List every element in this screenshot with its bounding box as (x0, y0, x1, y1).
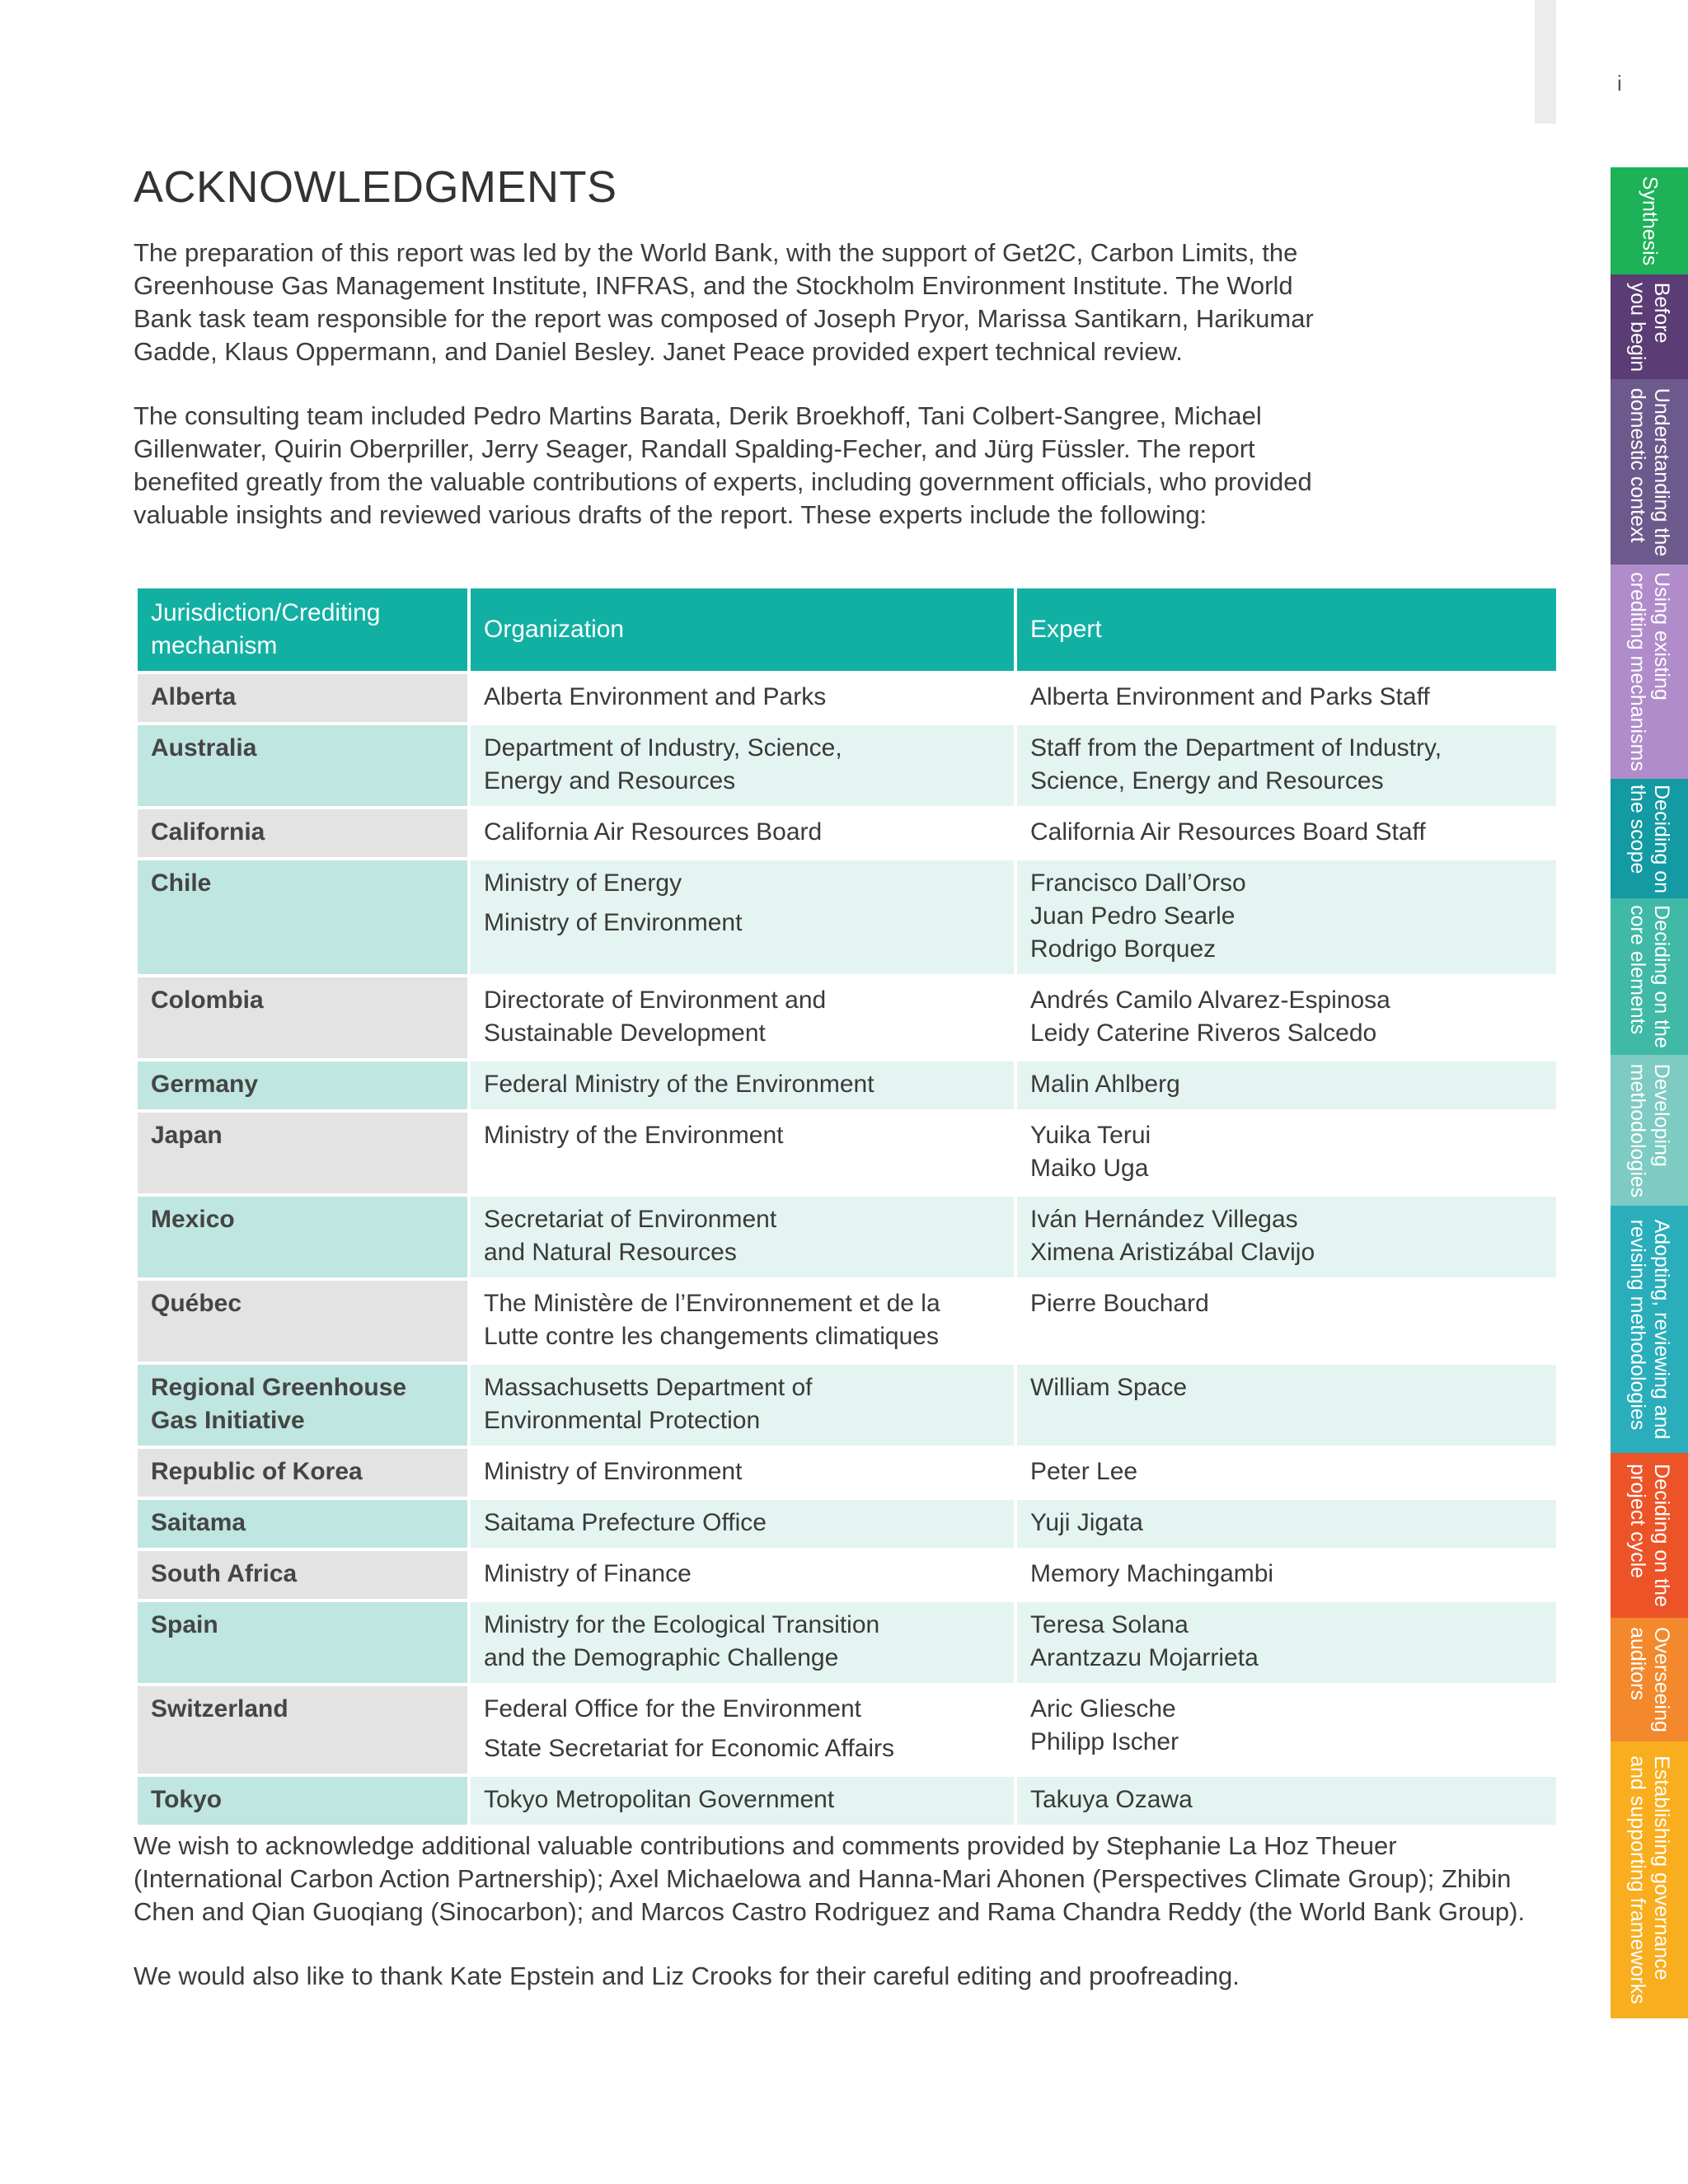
organization-cell: Secretariat of Environment and Natural Resources (471, 1197, 1014, 1277)
section-tab-label: Adopting, reviewing and revising methodologies (1626, 1219, 1673, 1440)
table-row (138, 674, 1556, 722)
table-row (138, 1113, 1556, 1193)
jurisdiction-cell: California (138, 809, 467, 857)
expert-cell: Teresa Solana Arantzazu Mojarrieta (1017, 1602, 1556, 1683)
table-row (138, 1777, 1556, 1825)
header-jurisdiction: Jurisdiction/Crediting mechanism (138, 588, 467, 671)
organization-cell: Federal Ministry of the Environment (471, 1062, 1014, 1109)
jurisdiction-cell: Colombia (138, 977, 467, 1058)
jurisdiction-cell: Alberta (138, 674, 467, 722)
section-tab-crediting-mechanisms[interactable] (1611, 565, 1688, 779)
organization-cell: California Air Resources Board (471, 809, 1014, 857)
jurisdiction-cell: Republic of Korea (138, 1449, 467, 1497)
table-row (138, 1500, 1556, 1548)
consulting-team-paragraph: The consulting team included Pedro Martins Barata, Derik Broekhoff, Tani Colbert-Sangree, Michael Gillenwater, Quirin Oberpriller, Jerry Seager, Randall Spalding-Fecher, and Jürg Füssler. The report benefited greatly from the valuable contributions of experts, including government officials, who provided valuable insights and reviewed various drafts of the report. These experts include the following: (134, 401, 1312, 529)
jurisdiction-cell: Australia (138, 725, 467, 806)
organization-cell: Ministry of Environment (471, 1449, 1014, 1497)
expert-cell: California Air Resources Board Staff (1017, 809, 1556, 857)
section-tab-domestic-context[interactable] (1611, 379, 1688, 565)
jurisdiction-cell: Japan (138, 1113, 467, 1193)
expert-cell: Pierre Bouchard (1017, 1281, 1556, 1361)
organization-cell: Ministry for the Ecological Transition and the Demographic Challenge (471, 1602, 1014, 1683)
jurisdiction-cell: Chile (138, 860, 467, 974)
page-number: i (1617, 71, 1622, 96)
table-row (138, 1551, 1556, 1599)
section-tab-label: Deciding on the core elements (1626, 905, 1673, 1048)
table-row (138, 1686, 1556, 1774)
organization-cell: Ministry of the Environment (471, 1113, 1014, 1193)
table-row (138, 1281, 1556, 1361)
section-tab-synthesis[interactable] (1611, 167, 1688, 274)
section-tab-label: Establishing governance and supporting frameworks (1626, 1755, 1673, 2004)
expert-cell: Alberta Environment and Parks Staff (1017, 674, 1556, 722)
expert-cell: Peter Lee (1017, 1449, 1556, 1497)
section-tab-label: Deciding on the scope (1626, 784, 1673, 893)
organization-line: State Secretariat for Economic Affairs (484, 1735, 895, 1762)
page-edge-strip (1535, 0, 1556, 124)
table-row (138, 1062, 1556, 1109)
jurisdiction-cell: Germany (138, 1062, 467, 1109)
section-tab-adopting-methodologies[interactable] (1611, 1206, 1688, 1453)
table-header-row (138, 588, 1556, 671)
intro-paragraph: The preparation of this report was led by the World Bank, with the support of Get2C, Carbon Limits, the Greenhouse Gas Management Institute, INFRAS, and the Stockholm Environment Institute. The World Bank task team responsible for the report was composed of Joseph Pryor, Marissa Santikarn, Harikumar Gadde, Klaus Oppermann, and Daniel Besley. Janet Peace provided expert technical review. (134, 238, 1314, 366)
additional-contributions-paragraph: We wish to acknowledge additional valuable contributions and comments provided by Stephanie La Hoz Theuer (International Carbon Action Partnership); Axel Michaelowa and Hanna-Mari Ahonen (Perspectives Climate Group); Zhibin Chen and Qian Guoqiang (Sinocarbon); and Marcos Castro Rodriguez and Rama Chandra Reddy (the World Bank Group). (134, 1831, 1526, 1926)
header-organization: Organization (471, 588, 1014, 671)
section-tab-before-you-begin[interactable] (1611, 274, 1688, 379)
organization-cell: Alberta Environment and Parks (471, 674, 1014, 722)
table-row (138, 809, 1556, 857)
jurisdiction-cell: Switzerland (138, 1686, 467, 1774)
organization-cell: The Ministère de l’Environnement et de la Lutte contre les changements climatiques (471, 1281, 1014, 1361)
organization-cell: Massachusetts Department of Environmental Protection (471, 1365, 1014, 1446)
section-tab-developing-methodologies[interactable] (1611, 1055, 1688, 1206)
organization-cell: Tokyo Metropolitan Government (471, 1777, 1014, 1825)
table-row (138, 1449, 1556, 1497)
section-tab-label: Deciding on the project cycle (1626, 1464, 1673, 1607)
section-tab-project-cycle[interactable] (1611, 1453, 1688, 1618)
section-tab-label: Before you begin (1626, 282, 1673, 372)
expert-cell: Yuika Terui Maiko Uga (1017, 1113, 1556, 1193)
expert-cell: Takuya Ozawa (1017, 1777, 1556, 1825)
organization-cell: Department of Industry, Science, Energy and Resources (471, 725, 1014, 806)
table-row (138, 1602, 1556, 1683)
organization-cell: Saitama Prefecture Office (471, 1500, 1014, 1548)
organization-line: Federal Office for the Environment (484, 1695, 861, 1722)
table-row (138, 977, 1556, 1058)
section-tab-label: Understanding the domestic context (1626, 387, 1673, 556)
table-row (138, 1365, 1556, 1446)
expert-cell: Staff from the Department of Industry, Science, Energy and Resources (1017, 725, 1556, 806)
experts-table (134, 585, 1559, 1828)
section-tab-core-elements[interactable] (1611, 898, 1688, 1055)
section-tab-label: Synthesis (1638, 176, 1662, 266)
section-tab-label: Developing methodologies (1626, 1063, 1673, 1197)
expert-cell: Andrés Camilo Alvarez-Espinosa Leidy Caterine Riveros Salcedo (1017, 977, 1556, 1058)
section-tab-label: Overseeing auditors (1626, 1627, 1673, 1732)
organization-cell (471, 1686, 1014, 1774)
section-tab-label: Using existing crediting mechanisms (1626, 572, 1673, 771)
expert-cell: Memory Machingambi (1017, 1551, 1556, 1599)
organization-cell: Ministry of Finance (471, 1551, 1014, 1599)
section-tab-governance[interactable] (1611, 1741, 1688, 2018)
table-row (138, 1197, 1556, 1277)
organization-cell (471, 860, 1014, 974)
section-tabs (1611, 167, 1688, 2018)
jurisdiction-cell: Saitama (138, 1500, 467, 1548)
jurisdiction-cell: South Africa (138, 1551, 467, 1599)
table-row (138, 860, 1556, 974)
table-row (138, 725, 1556, 806)
organization-line: Ministry of Environment (484, 909, 743, 936)
section-tab-scope[interactable] (1611, 779, 1688, 898)
expert-cell: Malin Ahlberg (1017, 1062, 1556, 1109)
expert-cell: Iván Hernández Villegas Ximena Aristizábal Clavijo (1017, 1197, 1556, 1277)
organization-cell: Directorate of Environment and Sustainable Development (471, 977, 1014, 1058)
editing-thanks-paragraph: We would also like to thank Kate Epstein and Liz Crooks for their careful editing and proofreading. (134, 1961, 1240, 1990)
section-tab-overseeing-auditors[interactable] (1611, 1618, 1688, 1741)
jurisdiction-cell: Regional Greenhouse Gas Initiative (138, 1365, 467, 1446)
expert-cell: Francisco Dall’Orso Juan Pedro Searle Rodrigo Borquez (1017, 860, 1556, 974)
jurisdiction-cell: Tokyo (138, 1777, 467, 1825)
header-expert: Expert (1017, 588, 1556, 671)
jurisdiction-cell: Québec (138, 1281, 467, 1361)
page-title: ACKNOWLEDGMENTS (134, 162, 617, 212)
expert-cell: Yuji Jigata (1017, 1500, 1556, 1548)
expert-cell: Aric Gliesche Philipp Ischer (1017, 1686, 1556, 1774)
organization-line: Ministry of Energy (484, 869, 682, 897)
jurisdiction-cell: Mexico (138, 1197, 467, 1277)
jurisdiction-cell: Spain (138, 1602, 467, 1683)
expert-cell: William Space (1017, 1365, 1556, 1446)
